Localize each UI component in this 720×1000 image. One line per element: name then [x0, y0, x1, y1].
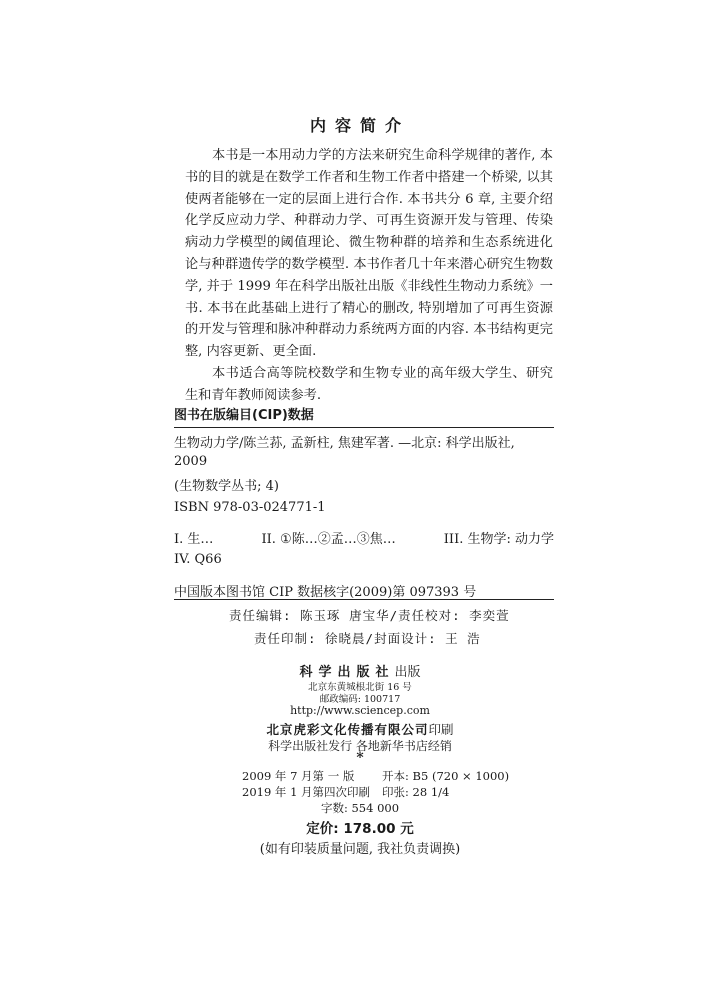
cip-class-3: III. 生物学: 动力学 [443, 532, 554, 547]
editor-credits: 责任编辑: 陈玉琢 唐宝华/责任校对: 李奕萱 [229, 608, 510, 623]
cip-series-line: (生物数学丛书; 4) [174, 479, 279, 494]
publisher-suffix: 出版 [394, 665, 421, 680]
separator-star: * [356, 750, 364, 766]
cip-class-2: II. ①陈…②孟…③焦… [261, 532, 396, 547]
distribution-line: 科学出版社发行 各地新华书店经销 [268, 739, 452, 753]
intro-paragraph: 本书适合高等院校数学和生物专业的高年级大学生、研究生和青年教师阅读参考. [185, 365, 553, 403]
publisher-name: 科学出版社 [299, 665, 395, 680]
cip-classification [174, 531, 554, 549]
printer-line [0, 719, 720, 738]
cip-heading: 图书在版编目(CIP)数据 [174, 408, 314, 423]
quality-notice: (如有印装质量问题, 我社负责调换) [259, 842, 461, 857]
intro-text [185, 145, 553, 407]
cip-bottom-rule [174, 599, 554, 600]
cip-title-line: 生物动力学/陈兰荪, 孟新柱, 焦建军著. —北京: 科学出版社, [174, 436, 515, 451]
printer-suffix: 印刷 [428, 722, 454, 737]
word-count: 字数: 554 000 [320, 801, 400, 815]
price: 定价: 178.00 元 [306, 821, 414, 837]
production-credits: 责任印制: 徐晓晨/封面设计: 王 浩 [254, 631, 481, 646]
cip-year-line: 2009 [174, 454, 208, 469]
cip-top-rule [174, 427, 554, 428]
cip-isbn: ISBN 978-03-024771-1 [174, 500, 326, 515]
book-format: 开本: B5 (720 × 1000) [382, 769, 510, 783]
publisher-postcode: 邮政编码: 100717 [319, 694, 401, 705]
cip-check-number: 中国版本图书馆 CIP 数据核字(2009)第 097393 号 [174, 585, 477, 600]
edition-date: 2009 年 7 月第 一 版 [242, 769, 355, 783]
publisher-website: http://www.sciencep.com [290, 704, 430, 717]
printer-name: 北京虎彩文化传播有限公司 [266, 722, 429, 737]
printing-date: 2019 年 1 月第四次印刷 [242, 785, 371, 799]
publisher-address: 北京东黄城根北街 16 号 [308, 682, 412, 693]
cip-record [174, 435, 554, 569]
cip-class-1: I. 生… [174, 532, 214, 547]
intro-paragraph: 本书是一本用动力学的方法来研究生命科学规律的著作, 本书的目的就是在数学工作者和生物工作者中搭建一个桥梁, 以其使两者能够在一定的层面上进行合作. 本书共分 6 章, 主要介绍化学反应动力学、种群动力学、可再生资源开发与管理、传染病动力学模型的阈值理论、微生物种群的培养和生态系统进化论与种群遗传学的数学模型. 本书作者几十年来潜心研究生物数学, 并于 1999 年在科学出版社出版《非线性生物动力系统》一书. 本书在此基础上进行了精心的删改, 特别增加了可再生资源的开发与管理和脉冲种群动力系统两方面的内容. 本书结构更完整, 内容更新、更全面. [185, 148, 553, 360]
publisher-line [0, 661, 720, 680]
cip-class-4: IV. Q66 [174, 552, 222, 567]
page-title: 内容简介 [309, 116, 410, 135]
printed-sheets: 印张: 28 1/4 [382, 785, 450, 799]
